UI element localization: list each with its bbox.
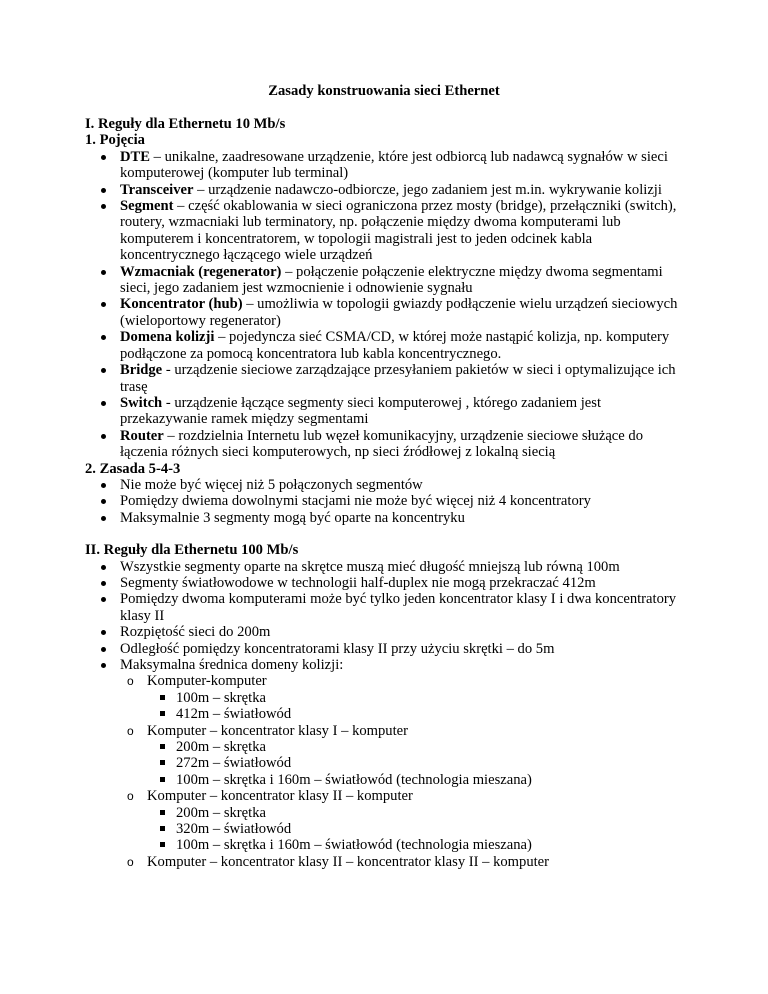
list-item: Maksymalnie 3 segmenty mogą być oparte na koncentryku — [85, 510, 683, 526]
definition-text: - urządzenie sieciowe zarządzające przesyłaniem pakietów w sieci i optymalizujące ich trasę — [120, 362, 676, 395]
domain-values — [85, 805, 683, 854]
section1-sub2-heading: 2. Zasada 5-4-3 — [85, 460, 181, 477]
list-item: Segmenty światłowodowe w technologii half-duplex nie mogą przekraczać 412m — [85, 575, 683, 591]
definition-item — [85, 395, 683, 428]
domain-label: Komputer – koncentrator klasy I – komputer — [147, 722, 408, 739]
circle-bullet: o — [127, 854, 134, 869]
definition-text: - urządzenie łączące segmenty sieci komputerowej , którego zadaniem jest przekazywanie ramek między segmentami — [120, 394, 602, 428]
definition-term: Segment — [120, 198, 174, 215]
value-item: 272m – światłowód — [85, 755, 683, 771]
definition-term: Domena kolizji — [120, 329, 215, 346]
circle-bullet: o — [127, 674, 134, 689]
rule-543-list — [85, 477, 683, 526]
definition-term: Router — [120, 427, 164, 444]
domain-label: Komputer – koncentrator klasy II – koncentrator klasy II – komputer — [147, 853, 550, 870]
definition-item — [85, 362, 683, 395]
section2-heading: II. Reguły dla Ethernetu 100 Mb/s — [85, 542, 299, 559]
list-item: Pomiędzy dwoma komputerami może być tylko jeden koncentrator klasy I i dwa koncentratory klasy II — [85, 591, 683, 624]
domain-item — [85, 673, 683, 722]
definition-term: Wzmacniak (regenerator) — [120, 263, 282, 280]
collision-domain-list — [85, 673, 683, 870]
section-spacer — [85, 526, 683, 542]
document-title: Zasady konstruowania sieci Ethernet — [268, 83, 500, 99]
definition-text: – część okablowania w sieci ograniczona przez mosty (bridge), przełączniki (switch), routery, wzmacniaki lub terminatory, np. połączenie między dwoma komputerami lub komputerem i koncentratorem, w topologii magistrali jest to jeden odcinek kabla koncentrycznego łączącego wiele urządzeń — [120, 198, 677, 264]
list-item: Odległość pomiędzy koncentratorami klasy II przy użyciu skrętki – do 5m — [85, 641, 683, 657]
value-item: 412m – światłowód — [85, 706, 683, 722]
list-item: Wszystkie segmenty oparte na skrętce muszą mieć długość mniejszą lub równą 100m — [85, 559, 683, 575]
circle-bullet: o — [127, 789, 134, 804]
definitions-list — [85, 149, 683, 461]
list-item: Rozpiętość sieci do 200m — [85, 624, 683, 640]
domain-values — [85, 690, 683, 723]
list-item: Nie może być więcej niż 5 połączonych segmentów — [85, 477, 683, 493]
value-item: 320m – światłowód — [85, 821, 683, 837]
definition-text: – pojedyncza sieć CSMA/CD, w której może nastąpić kolizja, np. komputery podłączone za pomocą koncentratora lub kabla koncentrycznego. — [120, 329, 670, 362]
value-item: 100m – skrętka i 160m – światłowód (technologia mieszana) — [85, 772, 683, 788]
definition-term: Transceiver — [120, 181, 194, 198]
circle-bullet: o — [127, 723, 134, 738]
definition-text: – unikalne, zaadresowane urządzenie, które jest odbiorcą lub nadawcą sygnałów w sieci komputerowej (komputer lub terminal) — [120, 148, 668, 182]
domain-label: Komputer-komputer — [147, 673, 267, 690]
definition-item — [85, 198, 683, 264]
list-item: Pomiędzy dwiema dowolnymi stacjami nie może być więcej niż 4 koncentratory — [85, 493, 683, 509]
definition-term: Koncentrator (hub) — [120, 296, 243, 313]
domain-item — [85, 723, 683, 789]
definition-text: – umożliwia w topologii gwiazdy podłączenie wielu urządzeń sieciowych (wieloportowy regenerator) — [120, 296, 678, 329]
value-item: 200m – skrętka — [85, 805, 683, 821]
definition-item — [85, 428, 683, 461]
definition-term: Bridge — [120, 362, 163, 379]
list-item: Maksymalna średnica domeny kolizji: — [85, 657, 683, 673]
definition-item — [85, 264, 683, 297]
domain-item — [85, 788, 683, 854]
domain-values — [85, 739, 683, 788]
value-item: 100m – skrętka i 160m – światłowód (technologia mieszana) — [85, 837, 683, 853]
section1-sub1-heading: 1. Pojęcia — [85, 132, 145, 149]
section1-heading: I. Reguły dla Ethernetu 10 Mb/s — [85, 116, 286, 132]
definition-term: Switch — [120, 394, 163, 411]
definition-item — [85, 329, 683, 362]
rules-100mb-list — [85, 559, 683, 674]
value-item: 200m – skrętka — [85, 739, 683, 755]
value-item: 100m – skrętka — [85, 690, 683, 706]
definition-text: – rozdzielnia Internetu lub węzeł komunikacyjny, urządzenie sieciowe służące do łączenia różnych sieci komputerowych, np sieci źródłowej z lokalną siecią — [120, 427, 644, 461]
definition-item — [85, 149, 683, 182]
definition-text: – urządzenie nadawczo-odbiorcze, jego zadaniem jest m.in. wykrywanie kolizji — [193, 181, 662, 198]
domain-label: Komputer – koncentrator klasy II – komputer — [147, 788, 413, 805]
definition-text: – połączenie połączenie elektryczne między dwoma segmentami sieci, jego zadaniem jest wzmocnienie i odnowienie sygnału — [120, 263, 663, 297]
definition-term: DTE — [120, 148, 151, 165]
definition-item — [85, 182, 683, 198]
definition-item — [85, 296, 683, 329]
domain-item — [85, 854, 683, 870]
document-body — [85, 116, 683, 870]
